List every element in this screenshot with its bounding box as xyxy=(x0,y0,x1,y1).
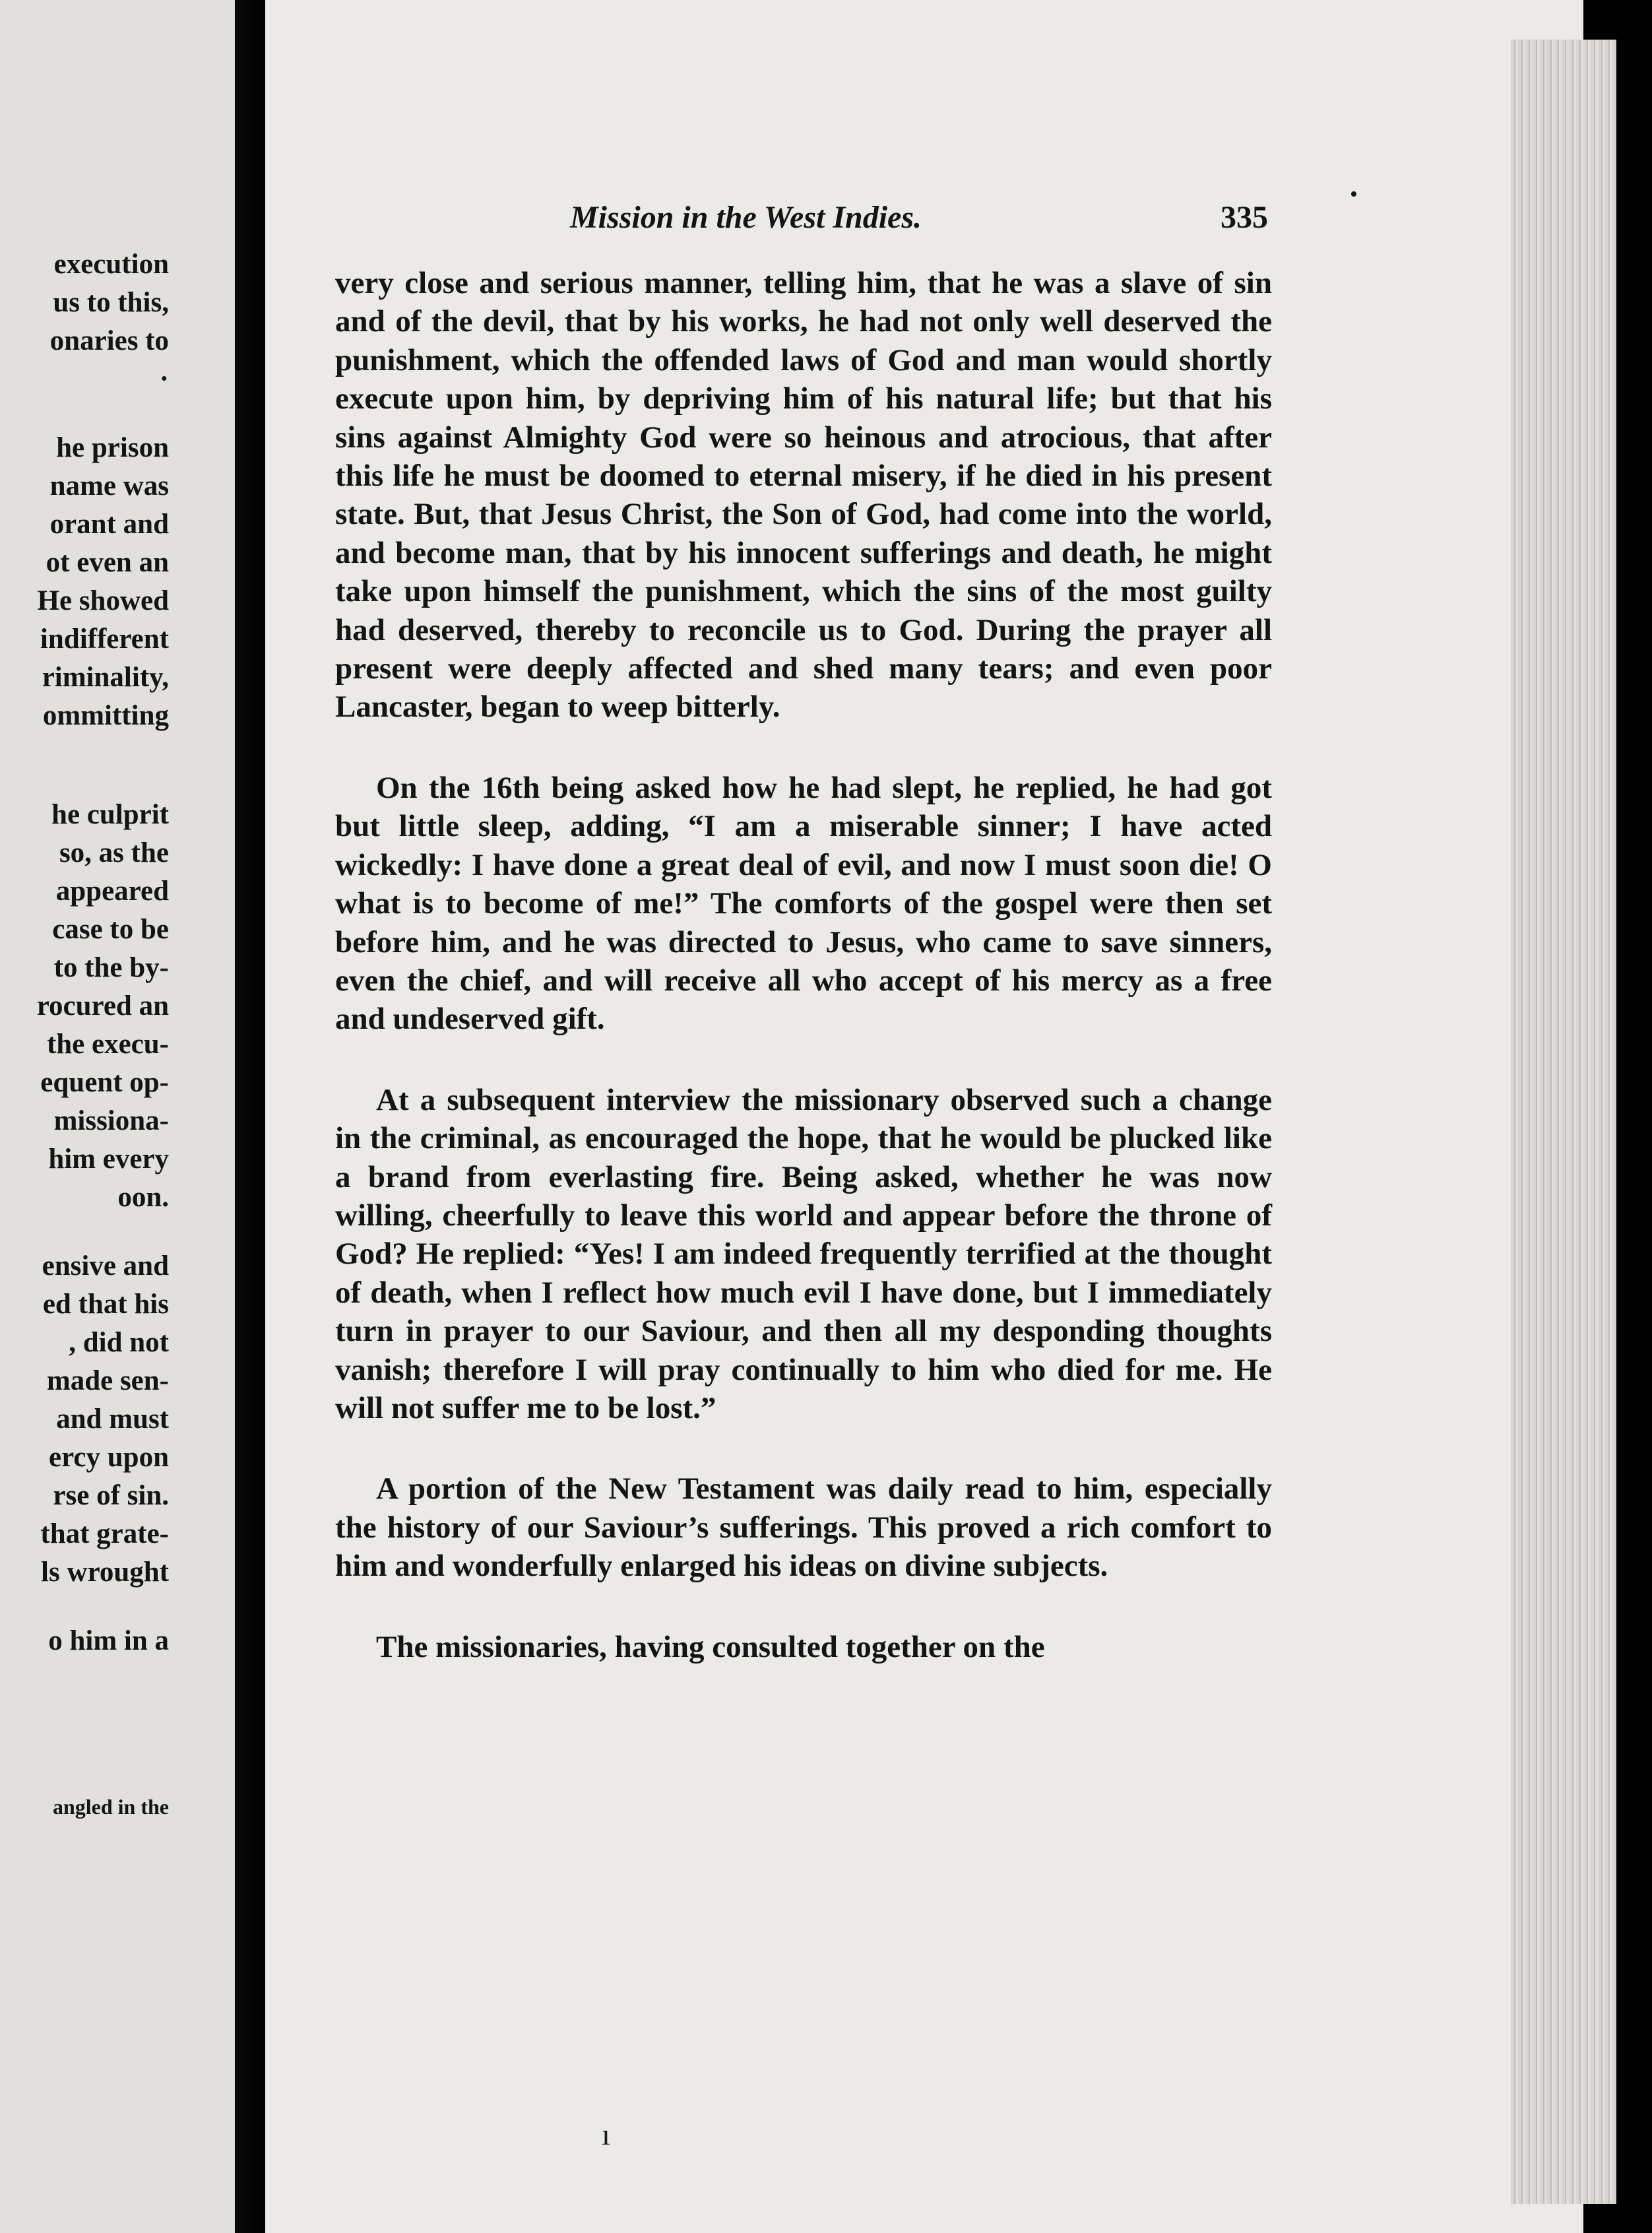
left-line: case to be xyxy=(52,914,169,945)
left-line-gap xyxy=(0,399,169,429)
left-line: ls wrought xyxy=(41,1557,169,1588)
left-line: execution xyxy=(53,249,169,280)
left-line: o him in a xyxy=(48,1625,169,1656)
left-line-gap xyxy=(0,1217,169,1247)
page-header xyxy=(265,199,1268,239)
paragraph: On the 16th being asked how he had slept, he replied, he had got but little sleep, adding, “I am a miserable sinner; I have acted wickedly: I have done a great deal of evil, and now I must soon die! O what is to become of me!” The comforts of the gospel were then set before him, and he was directed to Jesus, who came to save sinners, even the chief, and will receive all who accept of his mercy as a free and undeserved gift. xyxy=(335,770,1272,1037)
left-line: he prison xyxy=(56,432,169,463)
left-line: ensive and xyxy=(42,1250,169,1281)
left-line: onaries to xyxy=(49,325,169,356)
paragraph: A portion of the New Testament was daily read to him, especially the history of our Saviour’s sufferings. This proved a rich comfort to him and wonderfully enlarged his ideas on divine subjects. xyxy=(335,1472,1272,1584)
left-line: rocured an xyxy=(36,990,169,1021)
left-line: missiona- xyxy=(53,1105,169,1136)
left-line-gap xyxy=(0,735,169,765)
left-line: , did not xyxy=(69,1327,169,1358)
left-line: so, as the xyxy=(59,837,169,868)
book-spine xyxy=(235,0,265,2233)
left-line: that grate- xyxy=(40,1518,169,1549)
left-page-footnote: angled in the xyxy=(52,1795,169,1819)
left-line: to the by- xyxy=(53,952,169,983)
left-line: indifferent xyxy=(40,624,169,655)
left-page-fragment xyxy=(0,0,235,2233)
running-title: Mission in the West Indies. xyxy=(570,200,922,235)
left-line: rse of sin. xyxy=(53,1480,169,1511)
paragraph: At a subsequent interview the missionary observed such a change in the criminal, as encouraged the hope, that he would be plucked like a brand from everlasting fire. Being asked, whether he was now willing, cheerfully to leave this world and appear before the throne of God? He replied: “Yes! I am indeed frequently terrified at the thought of death, when I reflect how much evil I have done, but I immediately turn in prayer to our Saviour, and then all my desponding thoughts vanish; therefore I will pray continually to him who died for me. He will not suffer me to be lost.” xyxy=(335,1082,1272,1425)
print-mark: • xyxy=(1350,182,1358,207)
left-line: he culprit xyxy=(51,799,169,830)
left-page-text xyxy=(0,245,169,1660)
stray-ink-mark: ı xyxy=(602,2118,610,2151)
left-line: the execu- xyxy=(46,1029,169,1060)
page-edges xyxy=(1511,40,1616,2204)
left-line: ercy upon xyxy=(49,1442,169,1473)
left-line: made sen- xyxy=(46,1365,169,1396)
left-line: ed that his xyxy=(42,1289,169,1320)
left-line: riminality, xyxy=(42,662,169,693)
left-line: He showed xyxy=(37,585,169,616)
paragraph: The missionaries, having consulted together on the xyxy=(376,1629,1045,1664)
left-line: and must xyxy=(56,1404,169,1435)
body-text xyxy=(335,264,1272,1666)
left-line: appeared xyxy=(55,876,169,907)
left-line: ommitting xyxy=(42,700,169,731)
left-line: · xyxy=(159,364,169,395)
left-line-gap xyxy=(0,1592,169,1622)
page-edge-shadow xyxy=(1616,0,1652,2233)
left-line: him every xyxy=(48,1144,169,1175)
left-line: orant and xyxy=(49,509,169,540)
left-line-gap xyxy=(0,765,169,796)
left-line: us to this, xyxy=(53,287,169,318)
page-number: 335 xyxy=(1221,200,1268,235)
left-line: name was xyxy=(49,470,169,502)
left-line: ot even an xyxy=(46,547,169,578)
paragraph: very close and serious manner, telling him, that he was a slave of sin and of the devil, that by his works, he had not only well deserved the punishment, which the offended laws of God and man would shortly execute upon him, by depriving him of his natural life; but that his sins against Almighty God were so heinous and atrocious, that after this life he must be doomed to eternal misery, if he died in his present state. But, that Jesus Christ, the Son of God, had come into the world, and become man, that by his innocent sufferings and death, he might take upon himself the punishment, which the sins of the most guilty had deserved, thereby to reconcile us to God. During the prayer all present were deeply affected and shed many tears; and even poor Lancaster, began to weep bitterly. xyxy=(335,266,1272,725)
left-line: oon. xyxy=(117,1182,169,1213)
left-line: equent op- xyxy=(40,1067,169,1098)
